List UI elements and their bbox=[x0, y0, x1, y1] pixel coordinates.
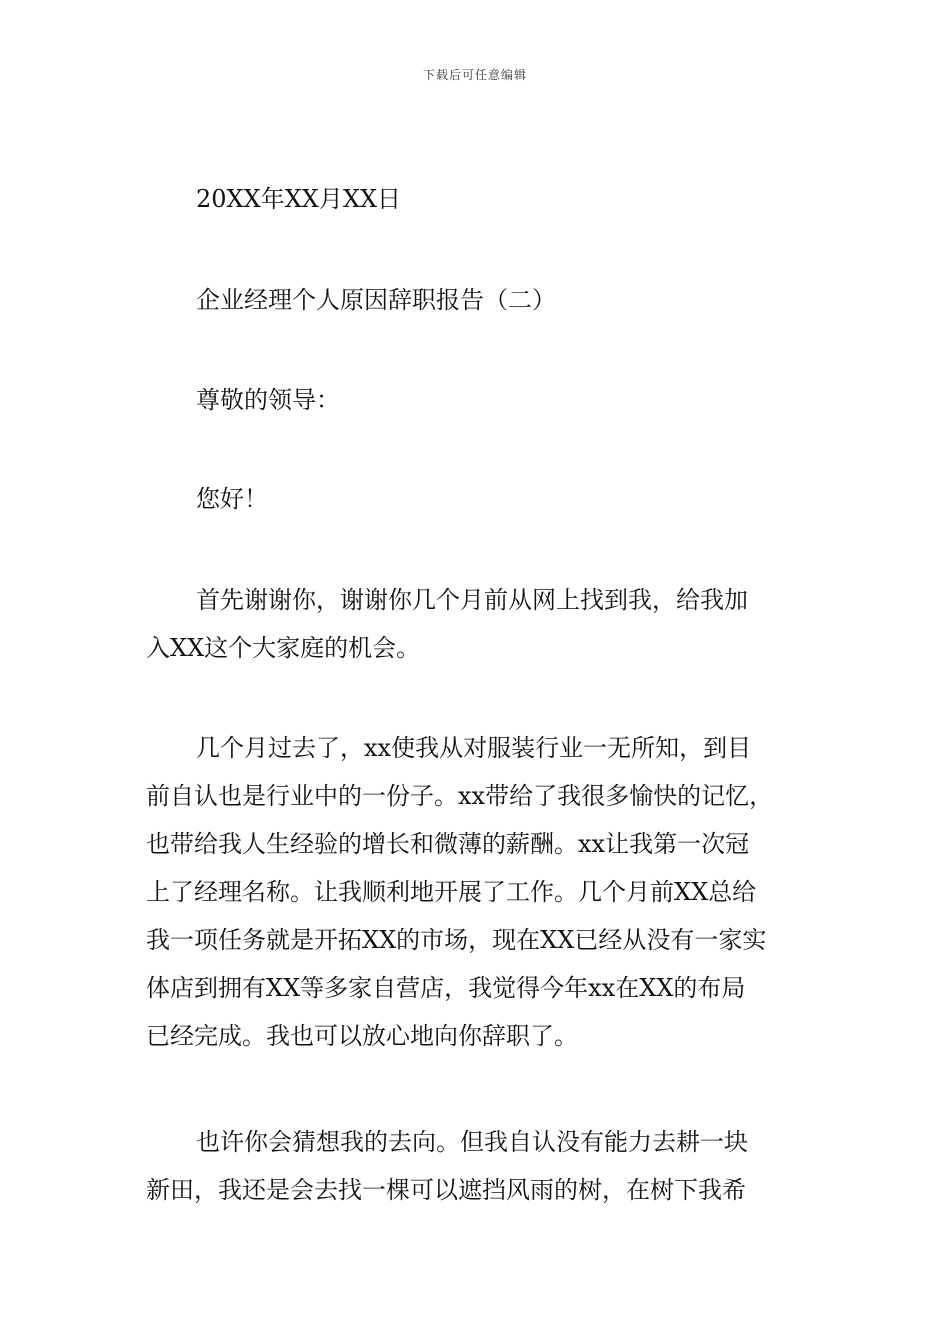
paragraph-line: 上了经理名称。让我顺利地开展了工作。几个月前XX总给 bbox=[146, 878, 757, 906]
paragraph-line: 我一项任务就是开拓XX的市场，现在XX已经从没有一家实 bbox=[146, 926, 767, 954]
paragraph-line: 前自认也是行业中的一份子。xx带给了我很多愉快的记忆， bbox=[146, 782, 774, 810]
greeting: 您好！ bbox=[196, 485, 268, 513]
salutation: 尊敬的领导： bbox=[196, 386, 340, 414]
paragraph-line: 已经完成。我也可以放心地向你辞职了。 bbox=[146, 1022, 578, 1050]
paragraph-2 bbox=[146, 724, 816, 1060]
paragraph-line: 新田，我还是会去找一棵可以遮挡风雨的树，在树下我希 bbox=[146, 1176, 746, 1204]
paragraph-line: 体店到拥有XX等多家自营店，我觉得今年xx在XX的布局 bbox=[146, 974, 746, 1002]
paragraph-3 bbox=[146, 1118, 816, 1214]
paragraph-line: 入XX这个大家庭的机会。 bbox=[146, 634, 421, 662]
document-title: 企业经理个人原因辞职报告（二） bbox=[196, 286, 556, 314]
paragraph-1 bbox=[146, 576, 816, 672]
header-note: 下载后可任意编辑 bbox=[422, 68, 527, 82]
paragraph-line: 几个月过去了，xx使我从对服装行业一无所知，到目 bbox=[196, 734, 752, 762]
paragraph-line: 首先谢谢你，谢谢你几个月前从网上找到我，给我加 bbox=[196, 586, 748, 614]
paragraph-line: 也带给我人生经验的增长和微薄的薪酬。xx让我第一次冠 bbox=[146, 830, 750, 858]
paragraph-line: 也许你会猜想我的去向。但我自认没有能力去耕一块 bbox=[196, 1128, 748, 1156]
document-date: 20XX年XX月XX日 bbox=[196, 185, 402, 213]
